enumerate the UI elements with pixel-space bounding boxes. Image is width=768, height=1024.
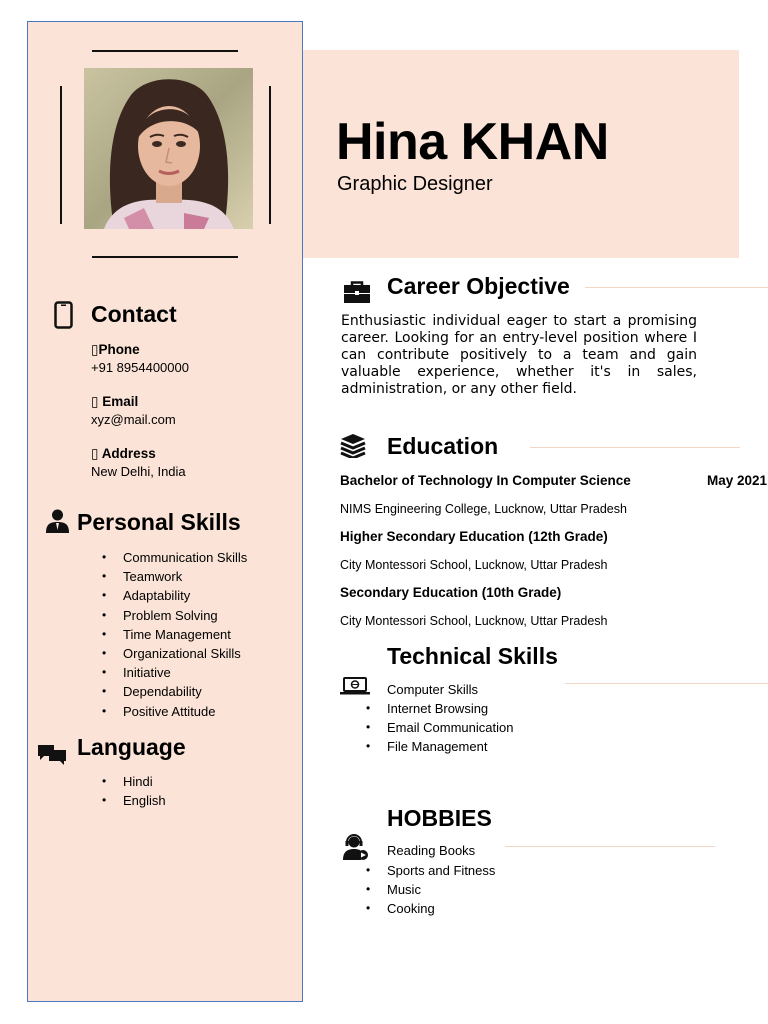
hobbies-divider (505, 846, 715, 847)
contact-heading: Contact (91, 301, 177, 327)
list-item: • Communication Skills (123, 548, 247, 567)
education-school: City Montessori School, Lucknow, Uttar Pradesh (340, 614, 608, 628)
personal-skills-list (123, 548, 247, 721)
photo-frame-top-line (92, 50, 238, 52)
candidate-name: Hina KHAN (336, 113, 609, 171)
education-date: May 2021 (707, 473, 768, 488)
career-objective-heading: Career Objective (387, 273, 570, 299)
list-item: • Adaptability (123, 586, 247, 605)
education-degree: Bachelor of Technology In Computer Science (340, 473, 631, 488)
list-item: • English (123, 791, 166, 810)
technical-skills-list (387, 699, 513, 757)
career-objective-divider (585, 287, 768, 288)
education-degree: Higher Secondary Education (12th Grade) (340, 529, 608, 544)
phone-glyph: ▯ (91, 342, 99, 357)
briefcase-icon (344, 281, 370, 308)
list-item: • Email Communication (387, 718, 513, 737)
hobbies-heading: HOBBIES (387, 805, 492, 831)
phone-icon (54, 301, 73, 334)
list-item: • Sports and Fitness (387, 861, 495, 880)
list-item: • File Management (387, 737, 513, 756)
person-icon (45, 509, 70, 538)
list-item: • Time Management (123, 625, 247, 644)
language-list (123, 772, 166, 810)
list-item: • Internet Browsing (387, 699, 513, 718)
hobbies-list (387, 861, 495, 919)
phone-value: +91 8954400000 (91, 360, 189, 375)
education-divider (530, 447, 740, 448)
list-item: • Hindi (123, 772, 166, 791)
education-degree: Secondary Education (10th Grade) (340, 585, 562, 600)
list-item: • Problem Solving (123, 606, 247, 625)
email-glyph: ▯ (91, 394, 103, 409)
education-school: NIMS Engineering College, Lucknow, Uttar Pradesh (340, 502, 627, 516)
list-item: • Organizational Skills (123, 644, 247, 663)
chat-icon (37, 744, 67, 771)
headset-person-icon (341, 834, 369, 865)
list-item: • Initiative (123, 663, 247, 682)
profile-photo (84, 68, 253, 229)
education-school: City Montessori School, Lucknow, Uttar Pradesh (340, 558, 608, 572)
phone-label: ▯Phone (91, 342, 140, 357)
email-value: xyz@mail.com (91, 412, 176, 427)
address-label: ▯ Address (91, 446, 156, 461)
list-item: • Teamwork (123, 567, 247, 586)
address-glyph: ▯ (91, 446, 102, 461)
technical-skills-heading: Technical Skills (387, 643, 558, 669)
list-item: • Dependability (123, 682, 247, 701)
email-label: ▯ Email (91, 394, 139, 409)
laptop-icon (340, 677, 370, 700)
photo-frame-right-line (269, 86, 271, 224)
hobby-first: Reading Books (387, 843, 476, 858)
list-item: • Cooking (387, 899, 495, 918)
list-item: • Positive Attitude (123, 702, 247, 721)
career-objective-text: Enthusiastic individual eager to start a promising career. Looking for an entry-level position where I can contribute positively to a team and gain valuable experience, whether it's in sales, administration, or any other field. (341, 313, 697, 397)
technical-skill-first: Computer Skills (387, 682, 479, 697)
photo-frame-left-line (60, 86, 62, 224)
education-heading: Education (387, 433, 499, 459)
address-value: New Delhi, India (91, 464, 186, 479)
language-heading: Language (77, 734, 186, 760)
photo-frame-bottom-line (92, 256, 238, 258)
technical-skills-divider (565, 683, 768, 684)
books-icon (340, 434, 366, 463)
candidate-title: Graphic Designer (337, 173, 493, 195)
personal-skills-heading: Personal Skills (77, 509, 241, 535)
list-item: • Music (387, 880, 495, 899)
